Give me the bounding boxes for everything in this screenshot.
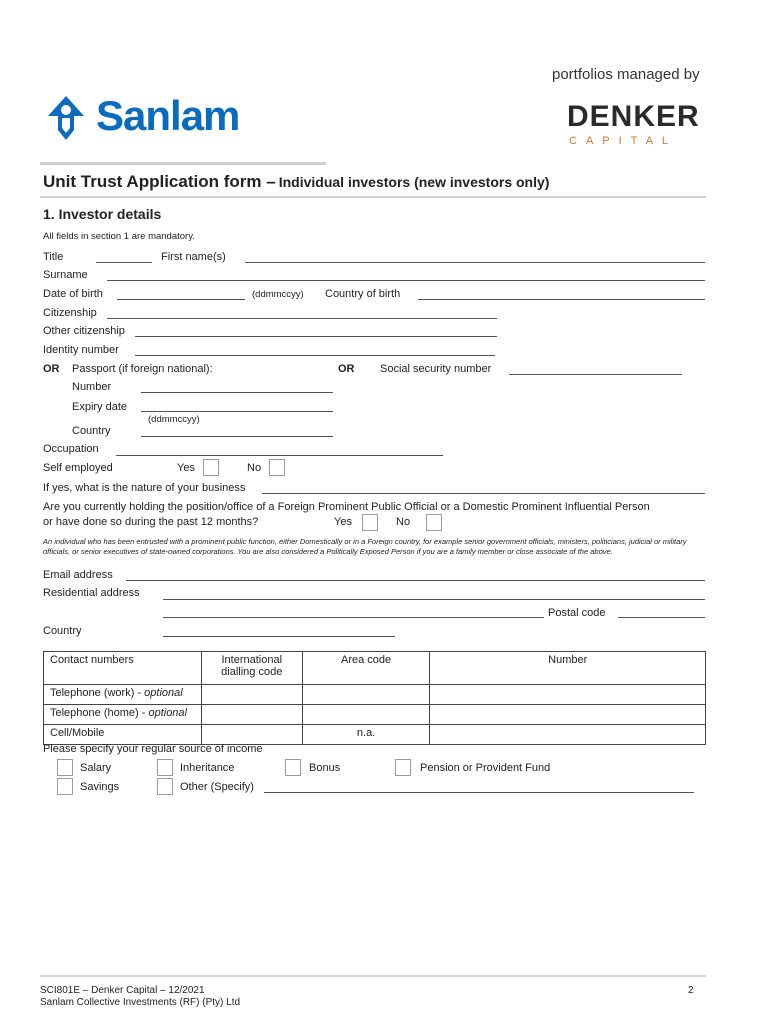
surname-field[interactable]: [107, 280, 705, 281]
postal-code-label: Postal code: [548, 607, 606, 619]
table-row: [44, 705, 706, 725]
table-header-cell: International dialling code: [201, 652, 302, 685]
salary-checkbox[interactable]: [57, 759, 73, 776]
expiry-date-label: Expiry date: [72, 401, 128, 413]
self-employed-no-label: No: [247, 462, 262, 474]
mandatory-note: All fields in section 1 are mandatory.: [43, 231, 195, 242]
passport-label: Passport (if foreign national):: [72, 363, 213, 375]
table-header-cell: Area code: [302, 652, 430, 685]
inheritance-checkbox[interactable]: [157, 759, 173, 776]
business-nature-label: If yes, what is the nature of your business: [43, 482, 246, 494]
postal-code-field[interactable]: [618, 617, 705, 618]
self-employed-label: Self employed: [43, 462, 113, 474]
footer-code: SCI801E – Denker Capital – 12/2021: [40, 985, 205, 996]
passport-country-label: Country: [72, 425, 111, 437]
table-header-row: [44, 652, 706, 685]
passport-number-label: Number: [72, 381, 112, 393]
pep-yes-label: Yes: [334, 516, 352, 528]
other-citizenship-label: Other citizenship: [43, 325, 125, 337]
page-number: 2: [688, 985, 694, 996]
footer-company: Sanlam Collective Investments (RF) (Pty) Ltd: [40, 997, 241, 1008]
or-label: OR: [43, 363, 60, 375]
bonus-checkbox[interactable]: [285, 759, 301, 776]
address-country-field[interactable]: [163, 636, 395, 637]
pension-label: Pension or Provident Fund: [420, 762, 551, 774]
occupation-field[interactable]: [116, 455, 443, 456]
denker-capital-text: CAPITAL: [569, 135, 678, 147]
first-names-field[interactable]: [245, 262, 705, 263]
country-of-birth-label: Country of birth: [325, 288, 401, 300]
other-specify-field[interactable]: [264, 792, 694, 793]
expiry-date-field[interactable]: [141, 411, 333, 412]
expiry-format: (ddmmccyy): [148, 414, 200, 425]
sanlam-shield-icon: [40, 94, 92, 144]
pension-checkbox[interactable]: [395, 759, 411, 776]
row-label: Telephone (home) - optional: [44, 705, 202, 725]
identity-number-field[interactable]: [135, 355, 495, 356]
country-of-birth-field[interactable]: [418, 299, 705, 300]
pep-no-label: No: [396, 516, 411, 528]
dialling-code-cell[interactable]: [201, 705, 302, 725]
footer-divider: [40, 975, 706, 977]
other-label: Other (Specify): [180, 781, 254, 793]
self-employed-no-checkbox[interactable]: [269, 459, 285, 476]
self-employed-yes-checkbox[interactable]: [203, 459, 219, 476]
pep-definition-note: An individual who has been entrusted with a prominent public function, either Domestically or in a Foreign country, for example senior government officials, ministers, politicians, judicial or military officials, or senior executives of state-owned corporations. You are also considered a Politically Exposed Person if you are a family member or close associate of the above.: [43, 537, 687, 556]
contact-numbers-table: [43, 651, 706, 745]
row-label: Cell/Mobile: [44, 725, 202, 745]
inheritance-label: Inheritance: [180, 762, 235, 774]
dob-format: (ddmmccyy): [252, 289, 304, 300]
footer-text: [40, 985, 240, 1009]
ssn-field[interactable]: [509, 374, 682, 375]
salary-label: Salary: [80, 762, 112, 774]
section-heading: 1. Investor details: [43, 206, 162, 222]
table-row: [44, 685, 706, 705]
dialling-code-cell[interactable]: [201, 685, 302, 705]
residential-address-label: Residential address: [43, 587, 140, 599]
passport-country-field[interactable]: [141, 436, 333, 437]
pep-question-line1: Are you currently holding the position/office of a Foreign Prominent Public Official or a Domestic Prominent Influential Person: [43, 501, 650, 513]
bonus-label: Bonus: [309, 762, 341, 774]
table-header-cell: Contact numbers: [44, 652, 202, 685]
dialling-code-cell[interactable]: [201, 725, 302, 745]
pep-yes-checkbox[interactable]: [362, 514, 378, 531]
address-country-label: Country: [43, 625, 82, 637]
email-field[interactable]: [126, 580, 705, 581]
income-heading: Please specify your regular source of income: [43, 743, 263, 755]
sanlam-brand: Sanlam: [96, 92, 240, 139]
ssn-label: Social security number: [380, 363, 492, 375]
identity-number-label: Identity number: [43, 344, 119, 356]
email-label: Email address: [43, 569, 113, 581]
table-header-cell: Number: [430, 652, 706, 685]
self-employed-yes-label: Yes: [177, 462, 195, 474]
residential-address-line1[interactable]: [163, 599, 705, 600]
area-code-cell[interactable]: [302, 705, 430, 725]
area-code-cell: n.a.: [302, 725, 430, 745]
number-cell[interactable]: [430, 705, 706, 725]
number-cell[interactable]: [430, 685, 706, 705]
title-field[interactable]: [96, 262, 152, 263]
dob-field[interactable]: [117, 299, 245, 300]
title-divider: [40, 196, 706, 198]
savings-label: Savings: [80, 781, 120, 793]
pep-question-line2: or have done so during the past 12 months?: [43, 516, 259, 528]
business-nature-field[interactable]: [262, 493, 705, 494]
pep-no-checkbox[interactable]: [426, 514, 442, 531]
number-cell[interactable]: [430, 725, 706, 745]
occupation-label: Occupation: [43, 443, 99, 455]
header-divider: [40, 162, 326, 165]
surname-label: Surname: [43, 269, 88, 281]
savings-checkbox[interactable]: [57, 778, 73, 795]
or-label-2: OR: [338, 363, 355, 375]
title-label: Title: [43, 251, 64, 263]
other-citizenship-field[interactable]: [135, 336, 497, 337]
managed-by-text: portfolios managed by: [552, 66, 700, 83]
area-code-cell[interactable]: [302, 685, 430, 705]
citizenship-field[interactable]: [107, 318, 497, 319]
denker-logo: DENKER: [567, 100, 700, 133]
dob-label: Date of birth: [43, 288, 103, 300]
citizenship-label: Citizenship: [43, 307, 97, 319]
table-row: [44, 725, 706, 745]
first-names-label: First name(s): [161, 251, 226, 263]
row-label: Telephone (work) - optional: [44, 685, 202, 705]
other-checkbox[interactable]: [157, 778, 173, 795]
residential-address-line2[interactable]: [163, 617, 544, 618]
form-title: Unit Trust Application form – Individual investors (new investors only): [43, 172, 550, 191]
passport-number-field[interactable]: [141, 392, 333, 393]
